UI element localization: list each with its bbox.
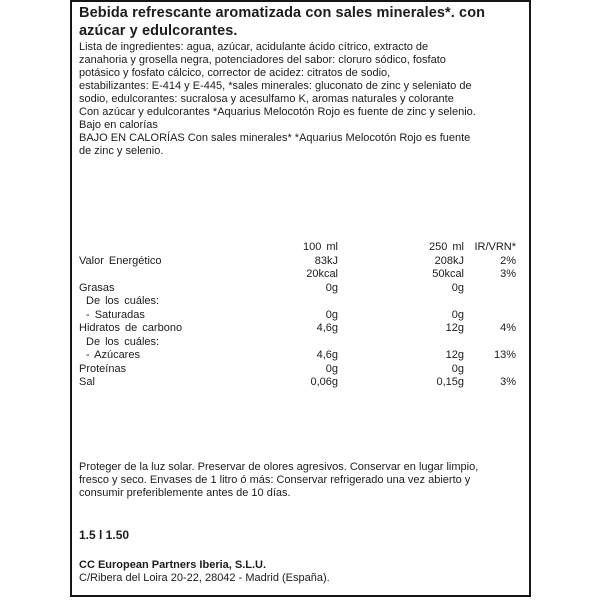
nutrition-label: De los cuáles: xyxy=(86,335,160,348)
nutrition-value-100ml: 4,6g xyxy=(316,322,338,334)
nutrition-label: Proteínas xyxy=(79,362,127,375)
nutrition-value-250ml: 0g xyxy=(451,281,464,294)
nutrition-row xyxy=(72,282,529,296)
nutrition-col-irvrn: IR/VRN* xyxy=(474,241,516,253)
ingredients-line: zanahoria y grosella negra, potenciadores del sabor: cloruro sódico, fosfato xyxy=(79,54,446,66)
nutrition-value-100ml: 4,6g xyxy=(316,349,338,361)
nutrition-value-250ml: 0,15g xyxy=(436,376,464,388)
nutrition-label: - Azúcares xyxy=(86,349,140,361)
product-title xyxy=(79,4,525,40)
nutrition-value-irvrn: 2% xyxy=(500,254,516,267)
nutrition-value-irvrn xyxy=(464,309,516,323)
product-title-line: azúcar y edulcorantes. xyxy=(79,23,238,39)
nutrition-table xyxy=(72,241,529,390)
label-sheet xyxy=(70,0,531,597)
nutrition-value-irvrn xyxy=(464,363,516,377)
volume-price: 1.5 l 1.50 xyxy=(79,528,130,542)
nutrition-col-250ml: 250 ml xyxy=(428,241,464,253)
ingredients-line: de zinc y selenio. xyxy=(79,145,164,157)
ingredients-line: Con azúcar y edulcorantes *Aquarius Melocotón Rojo es fuente de zinc y selenio. xyxy=(79,106,476,118)
nutrition-value-250ml: 12g xyxy=(445,322,464,334)
nutrition-row xyxy=(72,255,529,269)
nutrition-value-250ml: 0g xyxy=(451,308,464,321)
nutrition-value-100ml: 0,06g xyxy=(310,376,338,388)
nutrition-row xyxy=(72,363,529,377)
ingredients-paragraph xyxy=(79,41,525,158)
nutrition-row xyxy=(72,376,529,390)
company-address: C/Ribera del Loira 20-22, 28042 - Madrid (España). xyxy=(79,572,330,584)
company-name: CC European Partners Iberia, S.L.U. xyxy=(79,559,267,571)
nutrition-value-250ml: 50kcal xyxy=(432,268,464,280)
nutrition-value-250ml: 0g xyxy=(451,362,464,375)
nutrition-row xyxy=(72,268,529,282)
storage-line: fresco y seco. Envases de 1 litro ó más: Conservar refrigerado una vez abierto y xyxy=(79,474,471,486)
nutrition-value-irvrn: 13% xyxy=(493,349,516,361)
nutrition-row xyxy=(72,295,529,309)
nutrition-col-100ml: 100 ml xyxy=(302,241,338,253)
nutrition-label: Valor Energético xyxy=(79,254,162,267)
nutrition-label: Grasas xyxy=(79,281,115,294)
nutrition-value-irvrn xyxy=(464,295,516,309)
nutrition-value-100ml: 0g xyxy=(325,308,338,321)
nutrition-value-irvrn xyxy=(464,336,516,350)
nutrition-row xyxy=(72,322,529,336)
product-title-line: Bebida refrescante aromatizada con sales minerales*. con xyxy=(79,5,486,21)
nutrition-label: Sal xyxy=(79,376,95,388)
nutrition-value-irvrn: 4% xyxy=(500,322,516,334)
ingredients-line: potásico y fosfato cálcico, corrector de acidez: citratos de sodio, xyxy=(79,67,391,79)
nutrition-value-100ml: 83kJ xyxy=(314,254,338,267)
ingredients-line: BAJO EN CALORÍAS Con sales minerales* *Aquarius Melocotón Rojo es fuente xyxy=(79,132,471,144)
nutrition-value-irvrn: 3% xyxy=(500,268,516,280)
storage-instructions xyxy=(79,461,525,500)
nutrition-row xyxy=(72,309,529,323)
nutrition-header-row xyxy=(72,241,529,255)
nutrition-value-100ml: 0g xyxy=(325,362,338,375)
nutrition-row xyxy=(72,349,529,363)
nutrition-value-irvrn xyxy=(464,282,516,296)
nutrition-value-100ml: 0g xyxy=(325,281,338,294)
ingredients-line: Lista de ingredientes: agua, azúcar, acidulante ácido cítrico, extracto de xyxy=(79,41,429,53)
ingredients-line: sodio, edulcorantes: sucralosa y acesulfamo K, aromas naturales y colorante xyxy=(79,93,454,105)
nutrition-label: - Saturadas xyxy=(86,308,145,321)
nutrition-value-250ml xyxy=(338,336,464,350)
nutrition-label xyxy=(79,241,238,255)
nutrition-label xyxy=(79,268,238,282)
nutrition-value-250ml: 12g xyxy=(445,349,464,361)
ingredients-line: estabilizantes: E-414 y E-445, *sales minerales: gluconato de zinc y seleniato de xyxy=(79,80,472,92)
nutrition-value-100ml: 20kcal xyxy=(306,268,338,280)
nutrition-label: De los cuáles: xyxy=(86,295,160,307)
storage-line: consumir preferiblemente antes de 10 días. xyxy=(79,487,291,499)
nutrition-value-100ml xyxy=(238,295,338,309)
nutrition-value-250ml xyxy=(338,295,464,309)
nutrition-label: Hidratos de carbono xyxy=(79,322,183,334)
storage-line: Proteger de la luz solar. Preservar de olores agresivos. Conservar en lugar limpio, xyxy=(79,461,479,473)
ingredients-line: Bajo en calorías xyxy=(79,119,158,131)
manufacturer-info xyxy=(79,559,525,585)
nutrition-value-250ml: 208kJ xyxy=(434,254,464,267)
nutrition-value-irvrn: 3% xyxy=(500,376,516,388)
nutrition-row xyxy=(72,336,529,350)
nutrition-value-100ml xyxy=(238,336,338,350)
